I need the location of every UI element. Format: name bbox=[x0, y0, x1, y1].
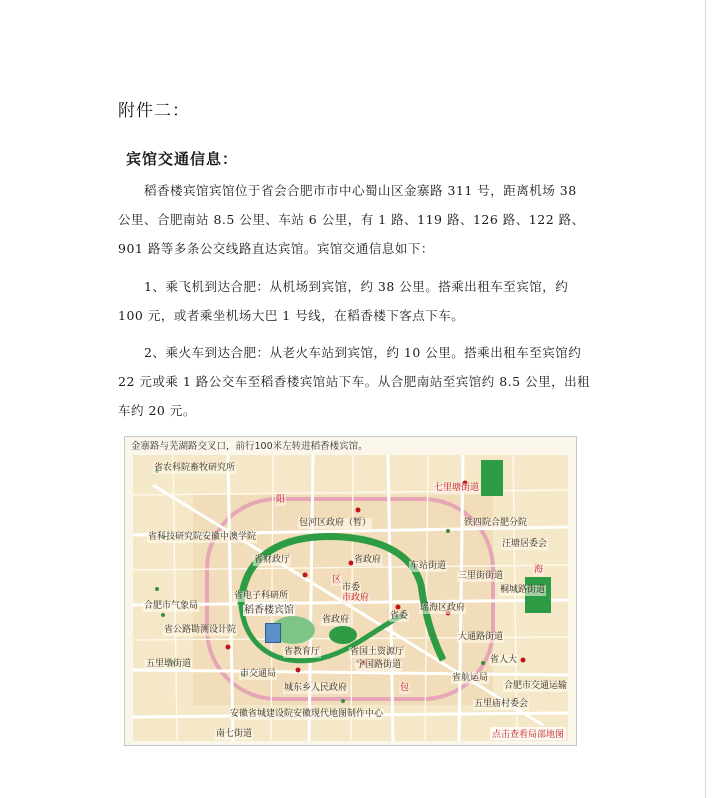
map-label: 省财政厅 bbox=[254, 555, 291, 565]
district-glyph: 海 bbox=[534, 565, 544, 575]
map-label: 七里塘街道 bbox=[434, 483, 480, 493]
attachment-label: 附件二： bbox=[118, 101, 190, 121]
map-label: 瑶海区政府 bbox=[420, 603, 466, 613]
district-glyph: 区 bbox=[332, 575, 342, 585]
map-label: 五里庙村委会 bbox=[474, 699, 529, 709]
map-label: 省公路勘测设计院 bbox=[164, 625, 237, 635]
map-label: 省农科院畜牧研究所 bbox=[154, 463, 236, 473]
intro-paragraph: 稻香楼宾馆宾馆位于省会合肥市市中心蜀山区金寨路 311 号，距离机场 38 公里、合肥南站 8.5 公里、车站 6 公里，有 1 路、119 路、126 路、122 路、901 路等多条公交线路直达宾馆。宾馆交通信息如下： bbox=[118, 183, 585, 256]
map-label: 合肥市交通运输 bbox=[504, 681, 568, 691]
map-label: 市交通局 bbox=[240, 669, 277, 679]
page-edge bbox=[705, 0, 706, 798]
map-label: 包河区政府（暂） bbox=[299, 518, 372, 528]
map-figure bbox=[124, 436, 577, 746]
park-ne bbox=[481, 460, 503, 496]
map-label: 省电子科研所 bbox=[234, 591, 289, 601]
park-small bbox=[329, 626, 357, 644]
map-label: 汪塘居委会 bbox=[502, 539, 548, 549]
map-label: 铁四院合肥分院 bbox=[464, 518, 528, 528]
hotel-label[interactable]: 稻香楼宾馆 bbox=[244, 605, 294, 616]
map-label: 三里街街道 bbox=[458, 571, 504, 581]
city-map[interactable] bbox=[133, 455, 568, 741]
map-label: 城东乡人民政府 bbox=[284, 683, 348, 693]
map-label: 省科技研究院安徽中澳学院 bbox=[148, 532, 257, 542]
district-glyph: 阳 bbox=[276, 495, 286, 505]
district-glyph: 包 bbox=[400, 683, 410, 693]
map-label: 省国土资源厅 bbox=[350, 647, 405, 657]
map-label: 市委 bbox=[342, 583, 361, 593]
map-label: 省航运局 bbox=[452, 673, 489, 683]
hotel-building-icon bbox=[265, 623, 281, 643]
map-label: 南七街道 bbox=[216, 729, 253, 739]
map-label: 省教育厅 bbox=[284, 647, 321, 657]
map-label: 市政府 bbox=[342, 593, 370, 603]
map-label: 五里墩街道 bbox=[146, 659, 192, 669]
map-label: 大通路街道 bbox=[458, 632, 504, 642]
view-local-map-link[interactable]: 点击查看局部地图 bbox=[490, 727, 566, 740]
map-label: 省政府 bbox=[322, 615, 350, 625]
by-air-paragraph: 1、乘飞机到达合肥：从机场到宾馆，约 38 公里。搭乘出租车至宾馆，约 100 元，或者乘坐机场大巴 1 号线，在稻香楼下客点下车。 bbox=[118, 279, 569, 323]
map-label: 宁国路街道 bbox=[356, 660, 402, 670]
map-label: 省委 bbox=[390, 611, 409, 621]
map-label: 桐城路街道 bbox=[500, 585, 546, 595]
map-caption: 金寨路与芜湖路交叉口，前行100米左转进稻香楼宾馆。 bbox=[131, 441, 368, 452]
map-label: 合肥市气象局 bbox=[144, 601, 199, 611]
map-label: 省人大 bbox=[490, 655, 518, 665]
section-heading: 宾馆交通信息： bbox=[126, 150, 239, 168]
map-label: 安徽省城建设院安徽现代地图制作中心 bbox=[230, 709, 384, 719]
map-label: 车站街道 bbox=[410, 561, 447, 571]
by-train-paragraph: 2、乘火车到达合肥：从老火车站到宾馆，约 10 公里。搭乘出租车至宾馆约 22 元或乘 1 路公交车至稻香楼宾馆站下车。从合肥南站至宾馆约 8.5 公里，出租车约 20 元。 bbox=[118, 345, 591, 418]
map-label: 省政府 bbox=[354, 555, 382, 565]
